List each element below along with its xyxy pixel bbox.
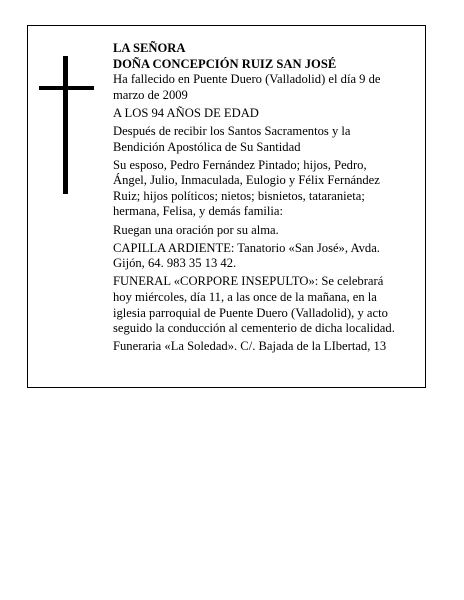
cross-horizontal-bar	[39, 86, 94, 90]
notice-heading: LA SEÑORA	[113, 41, 186, 55]
family-line-4: hermana, Felisa, y demás familia:	[113, 204, 283, 219]
funeral-home-line: Funeraria «La Soledad». C/. Bajada de la LIbertad, 13	[113, 339, 387, 354]
sacraments-line-2: Bendición Apostólica de Su Santidad	[113, 139, 301, 154]
funeral-line-3: iglesia parroquial de Puente Duero (Valladolid), y acto	[113, 305, 388, 320]
age-line: A LOS 94 AÑOS DE EDAD	[113, 105, 259, 120]
obituary-text	[113, 41, 423, 355]
funeral-line-2: hoy miércoles, día 11, a las once de la mañana, en la	[113, 289, 377, 304]
family-line-2: Ángel, Julio, Inmaculada, Eulogio y Félix Fernández	[113, 173, 380, 188]
funeral-line-4: seguido la conducción al cementerio de dicha localidad.	[113, 321, 395, 336]
family-line-1: Su esposo, Pedro Fernández Pintado; hijos, Pedro,	[113, 157, 367, 172]
chapel-line-1: CAPILLA ARDIENTE: Tanatorio «San José», Avda.	[113, 240, 380, 255]
family-line-3: Ruiz; hijos políticos; nietos; bisnietos, tataranieta;	[113, 188, 365, 203]
cross-vertical-bar	[63, 56, 68, 194]
death-line-2: marzo de 2009	[113, 87, 188, 102]
death-line-1: Ha fallecido en Puente Duero (Valladolid) el día 9 de	[113, 72, 381, 87]
prayer-line: Ruegan una oración por su alma.	[113, 222, 279, 237]
funeral-line-1: FUNERAL «CORPORE INSEPULTO»: Se celebrará	[113, 274, 384, 289]
deceased-name: DOÑA CONCEPCIÓN RUIZ SAN JOSÉ	[113, 56, 337, 71]
chapel-line-2: Gijón, 64. 983 35 13 42.	[113, 256, 237, 271]
sacraments-line-1: Después de recibir los Santos Sacramentos y la	[113, 123, 351, 138]
